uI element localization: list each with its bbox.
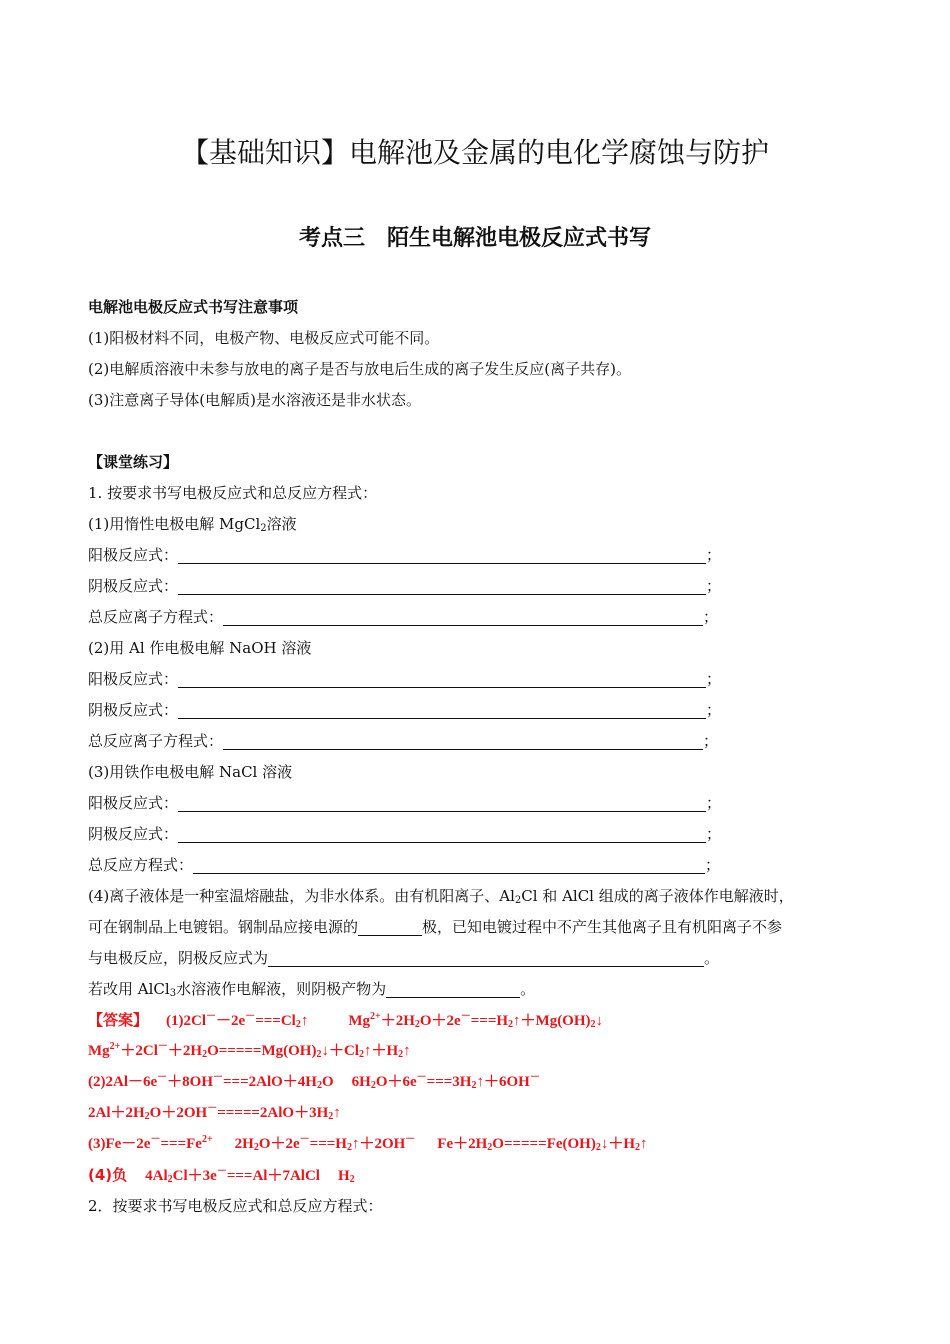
notes-heading: 电解池电极反应式书写注意事项 [88, 298, 299, 316]
answer-line-total: 总反应方程式： ； [88, 850, 872, 881]
document-body [88, 292, 872, 1222]
part-4-line-4: 若改用 AlCl$_3$水溶液作电解液，则阴极产物为 。 [88, 974, 872, 1005]
answer-line-4: $2Al+2H_2O+2OH^-=====2AlO+3H_2↑$ [88, 1103, 341, 1122]
part-4-line-2: 可在钢制品上电镀铝。钢制品应接电源的 极，已知电镀过程中不产生其他离子且有机阳离子不参 [88, 912, 872, 943]
part-3-title: (3)用铁作电极电解 NaCl 溶液 [88, 763, 293, 781]
answer-line-anode: 阳极反应式： ； [88, 664, 872, 695]
answer-line-anode: 阳极反应式： ； [88, 788, 872, 819]
part-1-title: (1)用惰性电极电解 MgCl$_2$溶液 [88, 515, 297, 534]
note-item: (3)注意离子导体(电解质)是水溶液还是非水状态。 [88, 391, 421, 409]
answer-line-5: $(3)Fe-2e^-===Fe^{2+}$ $2H_2O+2e^-===H_2↑+2OH^-$ $Fe+2H_2O=====Fe(OH)_2↓+H_2↑$ [88, 1134, 648, 1153]
part-4-line-1: (4)离子液体是一种室温熔融盐，为非水体系。由有机阳离子、$Al_2Cl$ 和 AlCl 组成的离子液体作电解液时， [88, 887, 794, 906]
part-4-line-3: 与电极反应，阴极反应式为 。 [88, 943, 872, 974]
note-item: (2)电解质溶液中未参与放电的离子是否与放电后生成的离子发生反应(离子共存)。 [88, 360, 631, 378]
answer-line-3: $(2)2Al-6e^-+8OH^-===2AlO+4H_2O$ $6H_2O+6e^-===3H_2↑+6OH^-$ [88, 1072, 540, 1091]
practice-heading: 【课堂练习】 [88, 453, 179, 471]
answer-line-2: $Mg^{2+}+2Cl^-+2H_2O=====Mg(OH)_2↓+Cl_2↑+H_2↑$ [88, 1041, 411, 1060]
answer-line-cathode: 阴极反应式： ； [88, 695, 872, 726]
answer-line-cathode: 阴极反应式： ； [88, 819, 872, 850]
note-item: (1)阳极材料不同，电极产物、电极反应式可能不同。 [88, 329, 440, 347]
answer-line-1: 【答案】 $(1)2Cl^--2e^-===Cl_2↑$ $Mg^{2+}+2H_2O+2e^-===H_2↑+Mg(OH)_2↓$ [88, 1011, 604, 1030]
page-title: 【基础知识】电解池及金属的电化学腐蚀与防护 [180, 136, 769, 169]
section-title: 考点三 陌生电解池电极反应式书写 [298, 226, 651, 251]
answer-line-cathode: 阴极反应式： ； [88, 571, 872, 602]
question-1-intro: 1. 按要求书写电极反应式和总反应方程式： [88, 484, 378, 502]
answer-line-6: (4)负 $4Al_2Cl+3e^-===Al+7AlCl$ $H_2$ [88, 1166, 355, 1185]
answer-line-anode: 阳极反应式： ； [88, 540, 872, 571]
answer-line-total-ion: 总反应离子方程式： ； [88, 726, 872, 757]
answer-line-total-ion: 总反应离子方程式： ； [88, 602, 872, 633]
question-2-intro: 2．按要求书写电极反应式和总反应方程式： [88, 1197, 383, 1215]
part-2-title: (2)用 Al 作电极电解 NaOH 溶液 [88, 639, 312, 657]
